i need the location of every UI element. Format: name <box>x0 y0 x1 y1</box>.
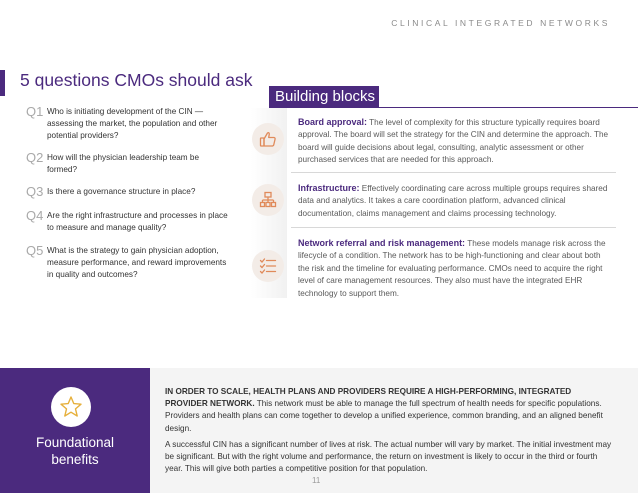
question-number: Q1 <box>26 104 44 119</box>
question-item <box>26 209 229 234</box>
foundational-body: This network must be able to manage the full spectrum of health needs for specific populations. Providers and health plans can come together to develop a unified experience, common branding, and an aligned benefit design. <box>165 399 603 433</box>
question-item <box>26 151 229 176</box>
bb-text-board <box>298 116 613 167</box>
question-text: Are the right infrastructure and processes in place to measure and manage quality? <box>47 211 228 232</box>
org-chart-icon <box>252 184 284 216</box>
checklist-icon <box>252 250 284 282</box>
question-item <box>26 105 229 142</box>
building-blocks-title: Building blocks <box>269 86 379 108</box>
question-number: Q5 <box>26 243 44 258</box>
bb-text-infrastructure <box>298 182 613 220</box>
question-number: Q3 <box>26 184 44 199</box>
bb-heading: Infrastructure: <box>298 183 360 193</box>
foundational-title-line2: benefits <box>51 452 99 467</box>
bb-text-network <box>298 237 613 300</box>
question-text: What is the strategy to gain physician adoption, measure performance, and reward improvements in quality and outcomes? <box>47 246 227 279</box>
section-header: CLINICAL INTEGRATED NETWORKS <box>391 18 610 28</box>
bb-body: The level of complexity for this structure typically requires board approval. The board will set the strategy for the CIN and determine the approach. The board will guide decisions about legal, consulting, analytic assessment or other purchased services that are needed for this approach. <box>298 118 609 165</box>
thumbs-up-icon <box>252 123 284 155</box>
question-text: Is there a governance structure in place? <box>47 187 196 196</box>
bb-heading: Board approval: <box>298 117 368 127</box>
star-icon <box>59 395 83 419</box>
bb-body: These models manage risk across the lifecycle of a condition. The network has to be high-functioning and clear about both the risk and the timeline for evaluating performance. CMOs need to acquire the right level of care management resources. They also must have the integrated EHR technology to support them. <box>298 239 606 298</box>
question-number: Q2 <box>26 150 44 165</box>
bb-divider <box>291 227 616 228</box>
question-text: How will the physician leadership team be formed? <box>47 153 200 174</box>
building-blocks-rule <box>379 107 638 108</box>
question-number: Q4 <box>26 208 44 223</box>
bb-heading: Network referral and risk management: <box>298 238 466 248</box>
foundational-paragraph-1 <box>165 386 615 435</box>
question-item <box>26 244 229 281</box>
bb-body: Effectively coordinating care across multiple groups requires shared data and analytics. It takes a care coordination platform, advanced clinical documentation, claims management and claims processing technology. <box>298 184 608 218</box>
foundational-paragraph-2: A successful CIN has a significant number of lives at risk. The actual number will vary by market. The initial investment may be significant. But with the right volume and performance, the return on investment is likely to occur in the third or fourth year. This will give both parties a competitive position for that population. <box>165 440 612 474</box>
page-number: 11 <box>312 476 321 485</box>
question-text: Who is initiating development of the CIN — assessing the market, the population and other potential providers? <box>47 107 218 140</box>
foundational-title <box>0 434 150 468</box>
questions-title: 5 questions CMOs should ask <box>20 70 253 90</box>
foundational-lead: IN ORDER TO SCALE, HEALTH PLANS AND PROVIDERS REQUIRE A HIGH-PERFORMING, INTEGRATED PROVIDER NETWORK. <box>165 387 572 409</box>
foundational-title-line1: Foundational <box>35 435 115 450</box>
star-badge <box>51 387 91 427</box>
title-accent-bar <box>0 70 5 96</box>
question-item <box>26 185 229 198</box>
bb-divider <box>291 172 616 173</box>
